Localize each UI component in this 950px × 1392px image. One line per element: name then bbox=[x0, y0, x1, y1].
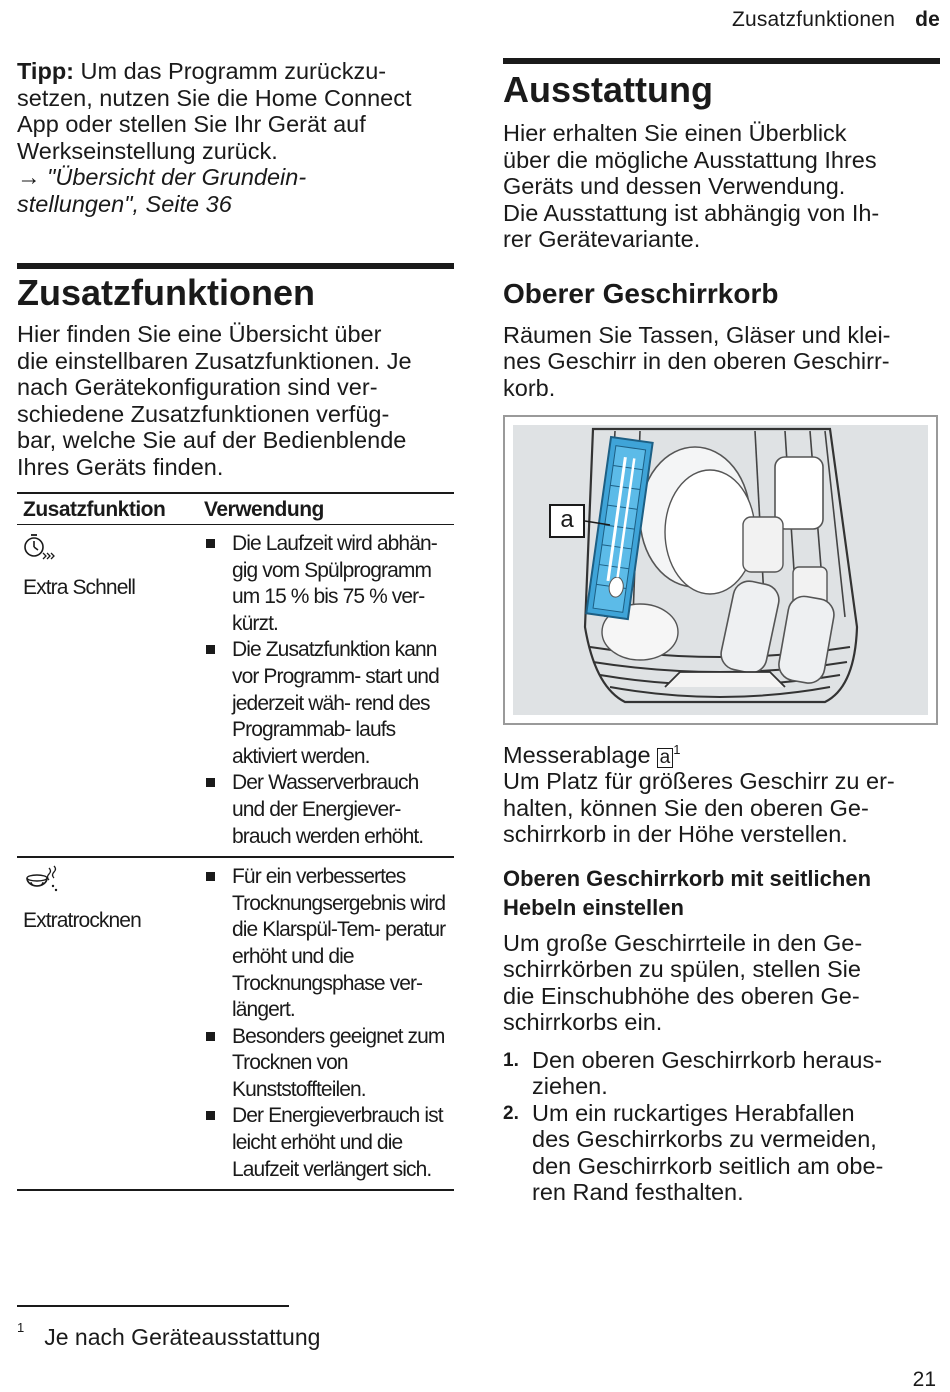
tip-line: setzen, nutzen Sie die Home Connect bbox=[17, 84, 412, 111]
procedure-heading: Oberen Geschirrkorb mit seitlichen Hebeln einstellen bbox=[503, 865, 872, 920]
list-item: 1. Den oberen Geschirrkorb heraus- ziehen. bbox=[503, 1046, 883, 1100]
tip-line: App oder stellen Sie Ihr Gerät auf bbox=[17, 111, 366, 137]
footnote-mark: 1 bbox=[673, 742, 681, 757]
header-lang: de bbox=[915, 8, 940, 31]
footnote-rule bbox=[17, 1305, 289, 1307]
extra-speed-icon bbox=[23, 531, 57, 561]
list-item: Der Energieverbrauch ist leicht erhöht und die Laufzeit verlängert sich. bbox=[204, 1103, 454, 1183]
subheading: Oberer Geschirrkorb bbox=[503, 277, 779, 309]
legend-key: a bbox=[657, 748, 674, 768]
usage-cell bbox=[198, 857, 454, 1190]
function-cell bbox=[17, 525, 198, 858]
intro-text: Hier finden Sie eine Übersicht über die einstellbaren Zusatzfunktionen. Je nach Gerätekonfiguration sind ver- schiedene Zusatzfunktionen verfüg- bar, welche Sie auf der Bedienblende Ihres Geräts finden. bbox=[17, 321, 412, 480]
upper-basket-figure bbox=[503, 415, 938, 725]
table-header-usage: Verwendung bbox=[198, 493, 454, 525]
list-item: 2. Um ein ruckartiges Herabfallen des Geschirrkorbs zu vermeiden, den Geschirrkorb seitlich am obe- ren Rand festhalten. bbox=[503, 1099, 884, 1206]
tip-block bbox=[17, 58, 454, 217]
tip-label: Tipp: bbox=[17, 58, 74, 84]
tip-line: Werkseinstellung zurück. bbox=[17, 137, 278, 164]
basket-text: Räumen Sie Tassen, Gläser und klei- nes Geschirr in den oberen Geschirr- korb. bbox=[503, 321, 891, 401]
footnote bbox=[17, 1320, 321, 1351]
right-column bbox=[503, 58, 940, 1206]
left-column bbox=[17, 58, 454, 1191]
list-item: Der Wasserverbrauch und der Energiever- brauch werden erhöht. bbox=[204, 770, 454, 850]
intro-text: Hier erhalten Sie einen Überblick über die mögliche Ausstattung Ihres Geräts und dessen Verwendung. Die Ausstattung ist abhängig von Ih- rer Gerätevariante. bbox=[503, 120, 880, 252]
function-cell bbox=[17, 857, 198, 1190]
dishwasher-basket-illustration bbox=[505, 417, 936, 723]
usage-cell bbox=[198, 525, 454, 858]
list-item: Die Laufzeit wird abhän- gig vom Spülprogramm um 15 % bis 75 % ver- kürzt. bbox=[204, 531, 454, 637]
figure-legend bbox=[503, 737, 940, 768]
section-heading: Ausstattung bbox=[503, 69, 713, 110]
list-item: Besonders geeignet zum Trocknen von Kunststoffteilen. bbox=[204, 1024, 454, 1104]
section-rule bbox=[503, 58, 940, 64]
tip-reference[interactable]: → "Übersicht der Grundein- bbox=[17, 164, 307, 190]
functions-table bbox=[17, 492, 454, 1191]
table-row bbox=[17, 857, 454, 1190]
function-name: Extratrocknen bbox=[23, 908, 141, 932]
list-item: Die Zusatzfunktion kann vor Programm- start und jederzeit wäh- rend des Programmab- laufs aktiviert werden. bbox=[204, 637, 454, 770]
footnote-number: 1 bbox=[17, 1320, 25, 1336]
adjust-text: Um Platz für größeres Geschirr zu er- halten, können Sie den oberen Ge- schirrkorb in der Höhe verstellen. bbox=[503, 768, 895, 848]
procedure-intro: Um große Geschirrteile in den Ge- schirrkörben zu spülen, stellen Sie die Einschubhöhe des oberen Ge- schirrkorbs ein. bbox=[503, 929, 863, 1036]
figure-callout-label: a bbox=[549, 504, 585, 538]
header-section: Zusatzfunktionen bbox=[731, 8, 896, 31]
table-row bbox=[17, 525, 454, 858]
table-header-function: Zusatzfunktion bbox=[17, 493, 198, 525]
section-rule bbox=[17, 263, 454, 269]
list-item: Für ein verbessertes Trocknungsergebnis wird die Klarspül-Tem- peratur erhöht und die Trocknungsphase ver- längert. bbox=[204, 864, 454, 1024]
function-name: Extra Schnell bbox=[23, 575, 136, 599]
extra-dry-icon bbox=[23, 864, 63, 894]
tip-line: Um das Programm zurückzu- bbox=[80, 58, 387, 84]
footnote-text: Je nach Geräteausstattung bbox=[44, 1324, 321, 1350]
legend-text: Messerablage bbox=[503, 741, 651, 768]
running-header bbox=[732, 8, 940, 32]
page-number: 21 bbox=[912, 1368, 936, 1391]
procedure-steps bbox=[503, 1047, 940, 1206]
tip-reference[interactable]: stellungen", Seite 36 bbox=[17, 190, 232, 217]
section-heading: Zusatzfunktionen bbox=[17, 272, 315, 313]
